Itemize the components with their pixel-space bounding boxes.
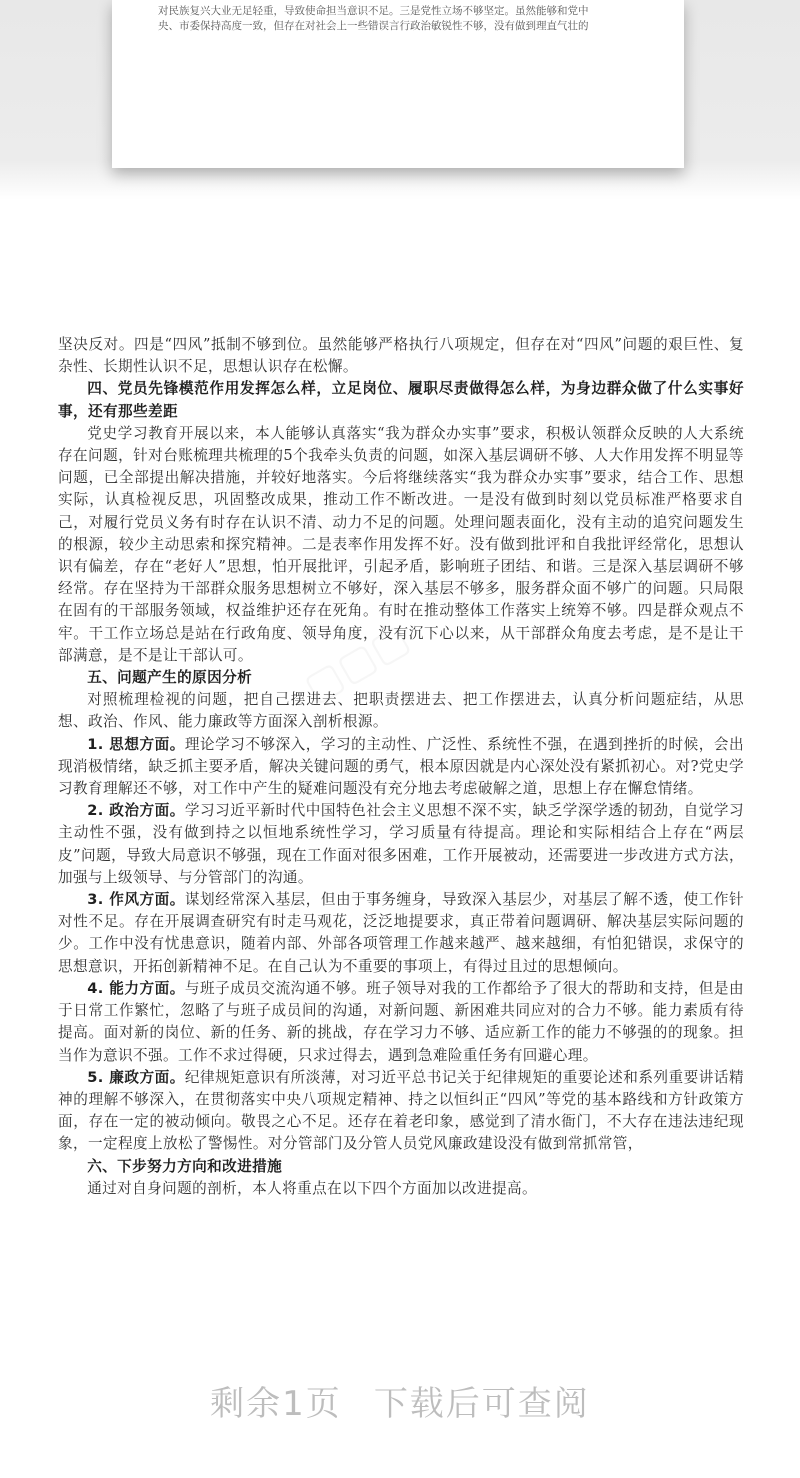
previous-page-preview <box>112 0 684 168</box>
subsection-lead: 4. 能力方面。 <box>87 979 185 997</box>
remaining-pages-label: 剩余1页 <box>210 1384 342 1424</box>
subsection-text: 纪律规矩意识有所淡薄，对习近平总书记关于纪律规矩的重要论述和系列重要讲话精神的理解不够深入，在贯彻落实中央八项规定精神、持之以恒纠正“四风”等党的基本路线和方针政策方面，存在一定的被动倾向。敬畏之心不足。还存在着老印象，感觉到了清水衙门，不大存在违法违纪现象，一定程度上放松了警惕性。对分管部门及分管人员党风廉政建设没有做到常抓常管， <box>58 1068 744 1153</box>
preview-line-1: 对民族复兴大业无足轻重，导致使命担当意识不足。三是党性立场不够坚定。虽然能够和党中 <box>158 5 589 17</box>
subsection-integrity <box>58 1067 744 1156</box>
paragraph-section-6: 通过对自身问题的剖析，本人将重点在以下四个方面加以改进提高。 <box>87 1179 538 1197</box>
subsection-text: 谋划经常深入基层，但由于事务缠身，导致深入基层少，对基层了解不透，使工作针对性不足。存在开展调查研究有时走马观花，泛泛地提要求，真正带着问题调研、解决基层实际问题的少。工作中没有忧患意识，随着内部、外部各项管理工作越来越严、越来越细，有怕犯错误，求保守的思想意识，开拓创新精神不足。在自己认为不重要的事项上，有得过且过的思想倾向。 <box>58 891 744 975</box>
paragraph-continuation: 坚决反对。四是“四风”抵制不够到位。虽然能够严格执行八项规定，但存在对“四风”问题的艰巨性、复杂性、长期性认识不足，思想认识存在松懈。 <box>58 336 744 376</box>
download-prompt[interactable] <box>0 1376 800 1425</box>
paragraph-section-4: 党史学习教育开展以来，本人能够认真落实“我为群众办实事”要求，积极认领群众反映的人大系统存在问题，针对台账梳理共梳理的5个我牵头负责的问题，如深入基层调研不够、人大作用发挥不明显等问题，已全部提出解决措施，并较好地落实。今后将继续落实“我为群众办实事”要求，结合工作、思想实际，认真检视反思，巩固整改成果，推动工作不断改进。一是没有做到时刻以党员标准严格要求自己，对履行党员义务有时存在认识不清、动力不足的问题。处理问题表面化，没有主动的追究问题发生的根源，较少主动思索和探究精神。二是表率作用发挥不好。没有做到批评和自我批评经常化，思想认识有偏差，存在“老好人”思想，怕开展批评，引起矛盾，影响班子团结、和谐。三是深入基层调研不够经常。存在坚持为干部群众服务思想树立不够好，深入基层不够多，服务群众面不够广的问题。只局限在固有的干部服务领域，权益维护还存在死角。有时在推动整体工作落实上统筹不够。四是群众观点不牢。干工作立场总是站在行政角度、领导角度，没有沉下心以来，从干部群众角度去考虑，是不是让干部满意，是不是让干部认可。 <box>58 424 744 664</box>
subsection-text: 与班子成员交流沟通不够。班子领导对我的工作都给予了很大的帮助和支持，但是由于日常工作繁忙，忽略了与班子成员间的沟通，对新问题、新困难共同应对的合力不够。能力素质有待提高。面对新的岗位、新的任务、新的挑战，存在学习力不够、适应新工作的能力不够强的的现象。担当作为意识不强。工作不求过得硬，只求过得去，遇到急难险重任务有回避心理。 <box>58 979 744 1064</box>
subsection-ability <box>58 978 744 1067</box>
download-hint-label: 下载后可查阅 <box>373 1384 590 1424</box>
subsection-lead: 2. 政治方面。 <box>87 802 185 820</box>
subsection-text: 理论学习不够深入，学习的主动性、广泛性、系统性不强，在遇到挫折的时候，会出现消极情绪，缺乏抓主要矛盾，解决关键问题的勇气，根本原因就是内心深处没有紧抓初心。对?党史学习教育理解还不够，对工作中产生的疑难问题没有充分地去考虑破解之道，思想上存在懈怠情绪。 <box>58 735 744 798</box>
subsection-lead: 5. 廉政方面。 <box>87 1068 185 1086</box>
paragraph-section-5-intro: 对照梳理检视的问题，把自己摆进去、把职责摆进去、把工作摆进去，认真分析问题症结，从思想、政治、作风、能力廉政等方面深入剖析根源。 <box>58 691 744 731</box>
document-body <box>58 334 744 1200</box>
subsection-politics <box>58 800 744 889</box>
section-heading-4: 四、党员先锋模范作用发挥怎么样，立足岗位、履职尽责做得怎么样，为身边群众做了什么实事好事，还有那些差距 <box>58 380 744 420</box>
preview-line-2: 央、市委保持高度一致，但存在对社会上一些错误言行政治敏锐性不够，没有做到理直气壮的 <box>158 20 589 32</box>
subsection-thought <box>58 734 744 801</box>
section-heading-5: 五、问题产生的原因分析 <box>87 669 253 687</box>
subsection-style <box>58 889 744 978</box>
subsection-text: 学习习近平新时代中国特色社会主义思想不深不实，缺乏学深学透的韧劲，自觉学习主动性不强，没有做到持之以恒地系统性学习，学习质量有待提高。理论和实际相结合上存在“两层皮”问题，导致大局意识不够强，现在工作面对很多困难，工作开展被动，还需要进一步改进方式方法，加强与上级领导、与分管部门的沟通。 <box>58 802 744 886</box>
subsection-lead: 3. 作风方面。 <box>87 891 185 909</box>
subsection-lead: 1. 思想方面。 <box>87 735 185 753</box>
section-heading-6: 六、下步努力方向和改进措施 <box>87 1157 283 1175</box>
